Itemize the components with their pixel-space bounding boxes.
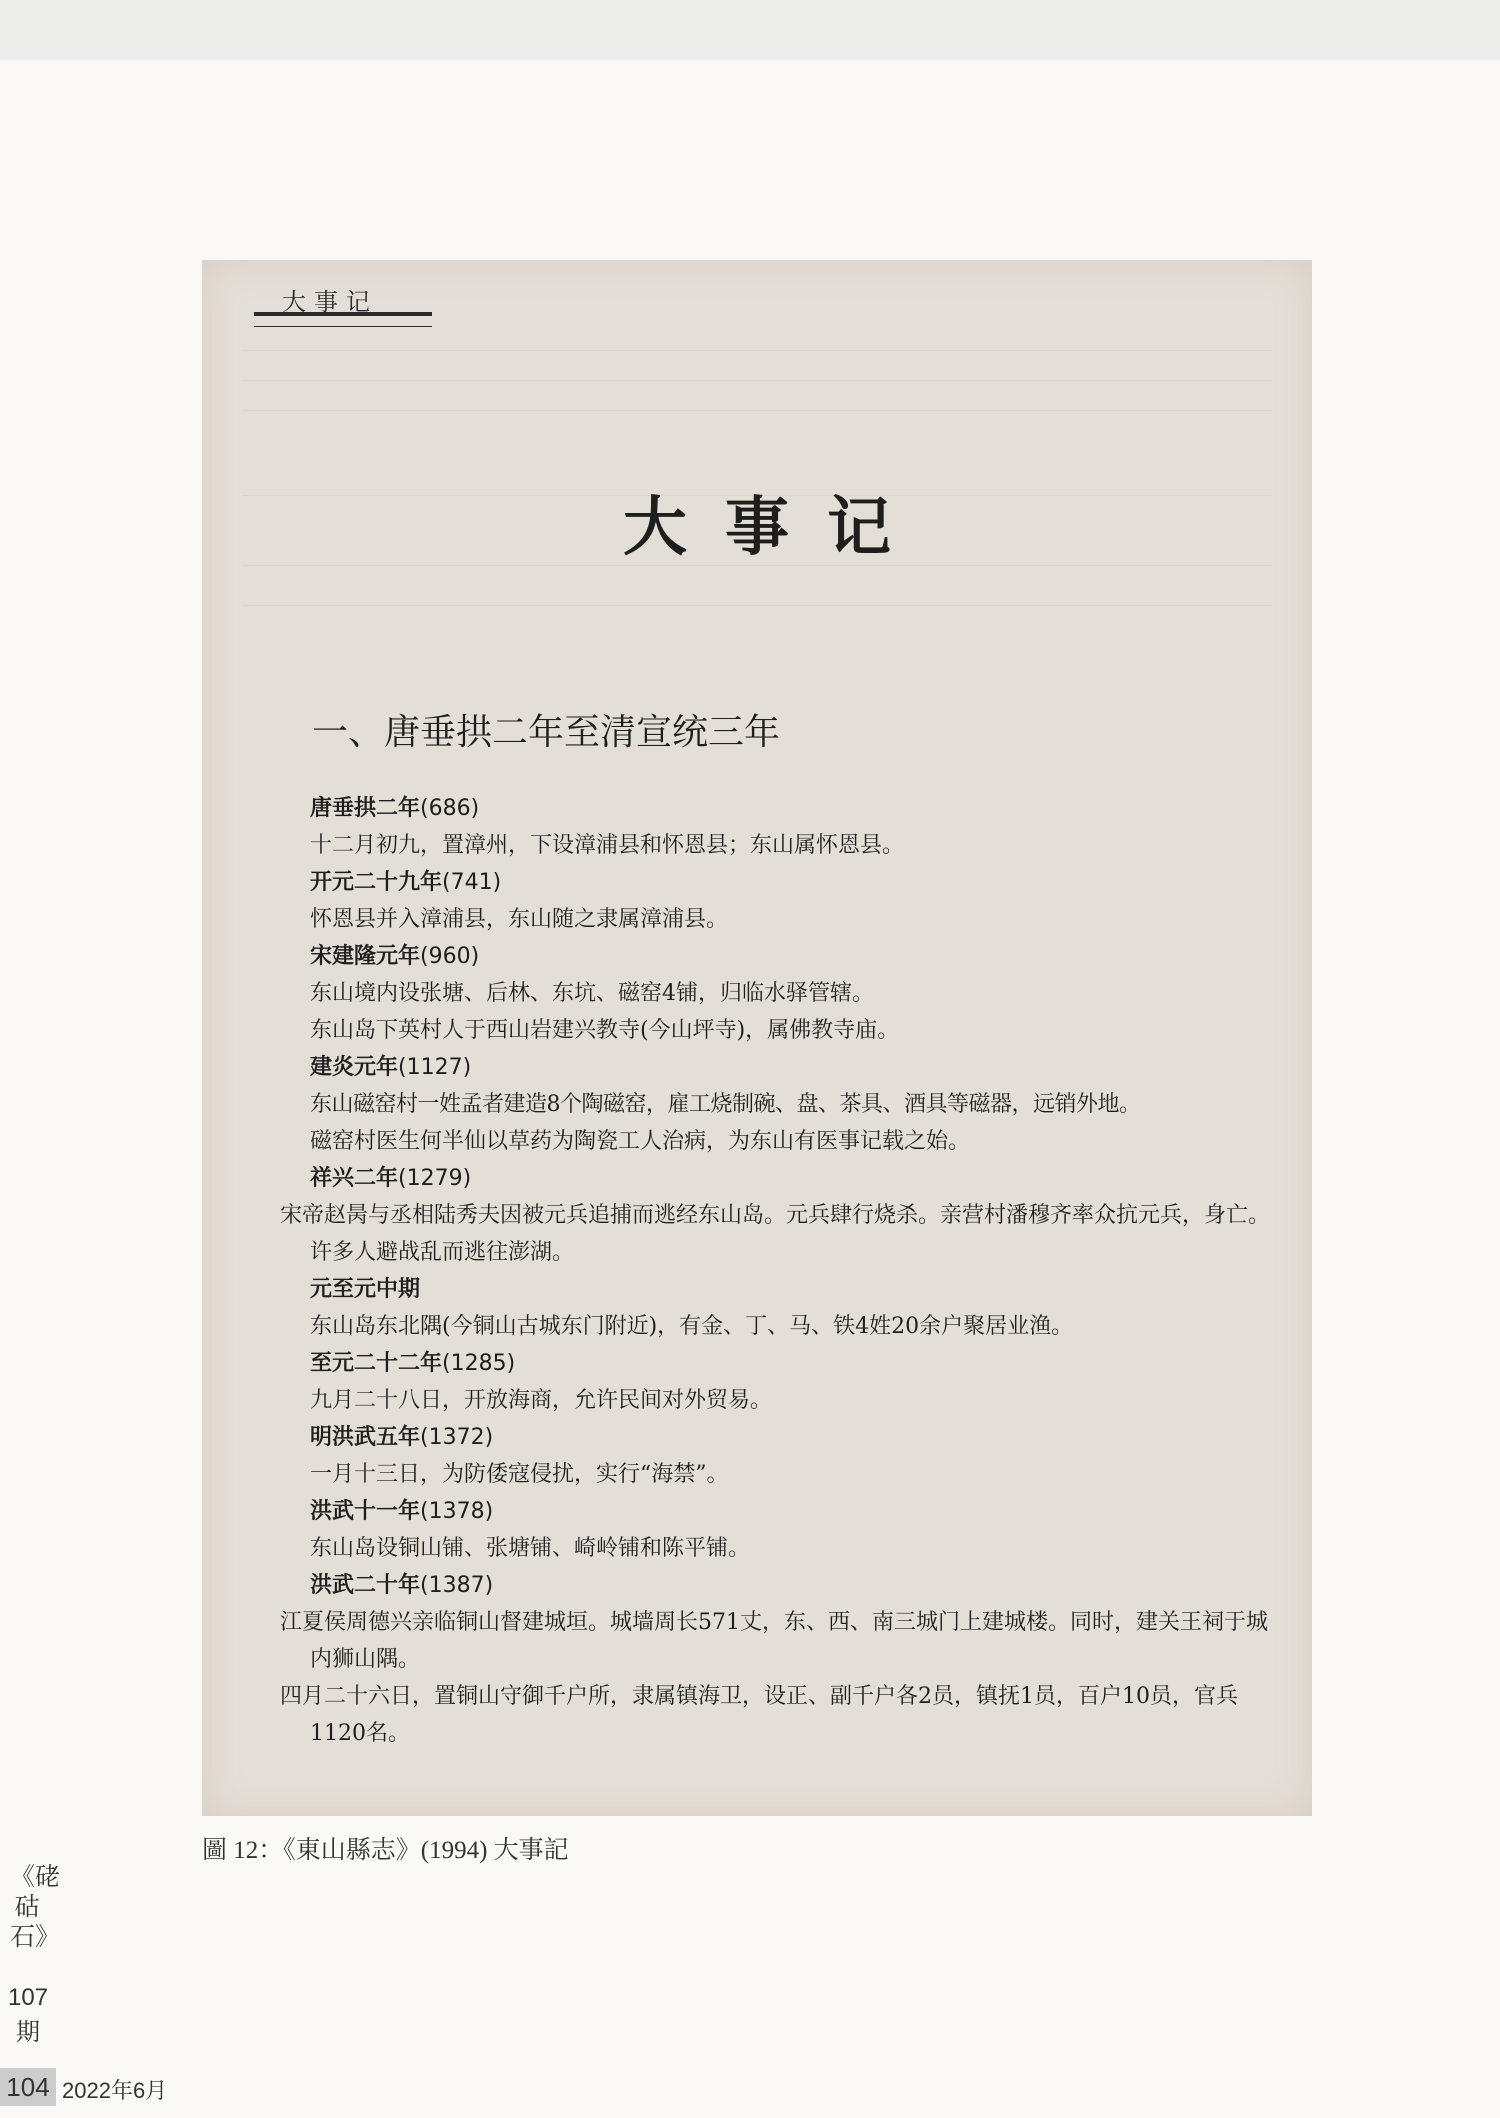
entry-year: (686) bbox=[420, 796, 480, 821]
page-title: 大事记 bbox=[623, 490, 929, 565]
entry-title: 至元二十二年(1285) bbox=[310, 1351, 516, 1376]
entry-text: 磁窑村医生何半仙以草药为陶瓷工人治病，为东山有医事记载之始。 bbox=[310, 1129, 971, 1154]
entry-text: 四月二十六日，置铜山守御千户所，隶属镇海卫，设正、副千户各2员，镇抚1员，百户10员，官兵1120名。 bbox=[280, 1684, 1238, 1746]
chronology-entry bbox=[310, 1345, 1270, 1419]
chronology-entry bbox=[310, 1271, 1270, 1345]
running-header: 大事记 bbox=[282, 288, 378, 316]
entry-year: (1285) bbox=[442, 1351, 516, 1376]
entry-text: 宋帝赵昺与丞相陆秀夫因被元兵追捕而逃经东山岛。元兵肆行烧杀。亲营村潘穆齐率众抗元兵，身亡。许多人避战乱而逃往澎湖。 bbox=[280, 1203, 1271, 1265]
entry-title: 唐垂拱二年(686) bbox=[310, 796, 480, 821]
entry-year: (1127) bbox=[398, 1055, 472, 1080]
entry-title: 元至元中期 bbox=[310, 1277, 421, 1302]
header-rule bbox=[254, 312, 432, 327]
top-band bbox=[0, 0, 1500, 60]
chronology-entry bbox=[310, 938, 1270, 1049]
entry-text: 怀恩县并入漳浦县，东山随之隶属漳浦县。 bbox=[310, 907, 729, 932]
chronology-entry bbox=[310, 864, 1270, 938]
chronology-entry bbox=[310, 790, 1270, 864]
entry-title: 宋建隆元年(960) bbox=[310, 944, 480, 969]
issue-suffix: 期 bbox=[16, 2018, 40, 2046]
publication-date: 2022年6月 bbox=[62, 2078, 168, 2103]
entry-text: 十二月初九，置漳州，下设漳浦县和怀恩县；东山属怀恩县。 bbox=[310, 833, 905, 858]
page-number: 104 bbox=[0, 2068, 56, 2106]
entry-title: 开元二十九年(741) bbox=[310, 870, 502, 895]
chronology-entry bbox=[280, 1567, 1270, 1752]
magazine-title: 《硓𥑮石》 bbox=[10, 1862, 61, 1951]
entry-year: (1372) bbox=[420, 1425, 494, 1450]
issue-number: 107 bbox=[8, 1984, 49, 2011]
entry-text: 江夏侯周德兴亲临铜山督建城垣。城墙周长571丈，东、西、南三城门上建城楼。同时，建关王祠于城内狮山隅。 bbox=[280, 1610, 1268, 1672]
entry-title: 洪武二十年(1387) bbox=[310, 1573, 494, 1598]
entry-year: (1387) bbox=[420, 1573, 494, 1598]
entry-title: 洪武十一年(1378) bbox=[310, 1499, 494, 1524]
entry-year: (1378) bbox=[420, 1499, 494, 1524]
entry-title: 祥兴二年(1279) bbox=[310, 1166, 472, 1191]
entry-year: (1279) bbox=[398, 1166, 472, 1191]
entry-text: 九月二十八日，开放海商，允许民间对外贸易。 bbox=[310, 1388, 773, 1413]
chronology-entry bbox=[280, 1160, 1271, 1271]
entry-text: 东山岛下英村人于西山岩建兴教寺(今山坪寺)，属佛教寺庙。 bbox=[310, 1018, 900, 1043]
section-heading: 一、唐垂拱二年至清宣统三年 bbox=[312, 712, 781, 753]
chronology-entry bbox=[310, 1493, 1270, 1567]
entry-text: 东山岛设铜山铺、张塘铺、崎岭铺和陈平铺。 bbox=[310, 1536, 751, 1561]
chronology-list bbox=[280, 790, 1271, 1752]
entry-year: (960) bbox=[420, 944, 480, 969]
entry-year: (741) bbox=[442, 870, 502, 895]
entry-text: 东山磁窑村一姓孟者建造8个陶磁窑，雇工烧制碗、盘、茶具、酒具等磁器，远销外地。 bbox=[310, 1092, 1141, 1117]
entry-text: 东山岛东北隅(今铜山古城东门附近)，有金、丁、马、铁4姓20余户聚居业渔。 bbox=[310, 1314, 1074, 1339]
figure-caption: 圖 12：《東山縣志》(1994) 大事記 bbox=[202, 1837, 569, 1864]
entry-title: 建炎元年(1127) bbox=[310, 1055, 472, 1080]
chronology-entry bbox=[310, 1049, 1270, 1160]
entry-title: 明洪武五年(1372) bbox=[310, 1425, 494, 1450]
entry-text: 东山境内设张塘、后林、东坑、磁窑4铺，归临水驿管辖。 bbox=[310, 981, 874, 1006]
scanned-page bbox=[202, 260, 1312, 1816]
chronology-entry bbox=[310, 1419, 1270, 1493]
entry-text: 一月十三日，为防倭寇侵扰，实行“海禁”。 bbox=[310, 1462, 729, 1487]
